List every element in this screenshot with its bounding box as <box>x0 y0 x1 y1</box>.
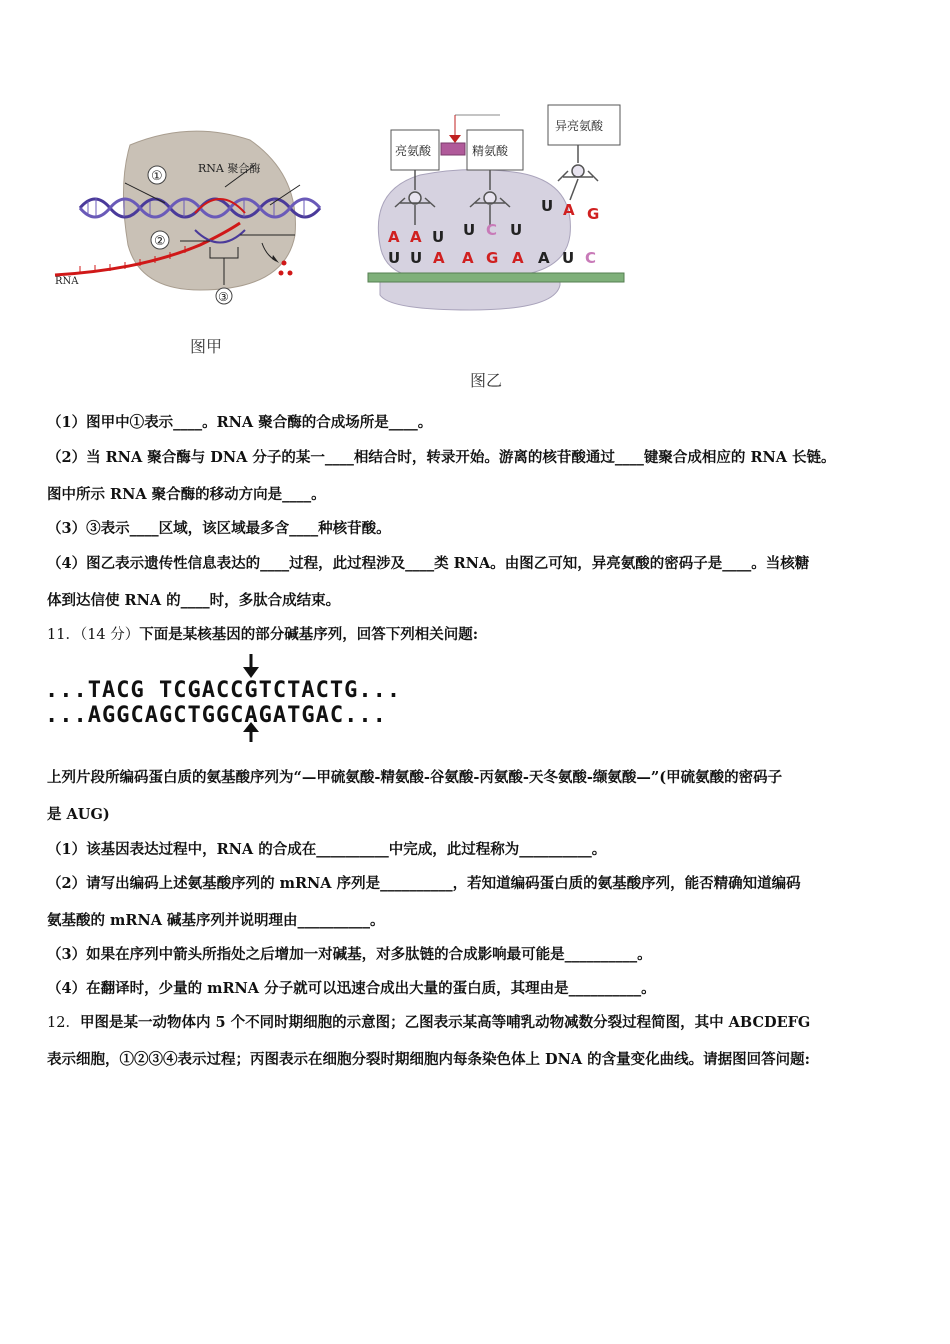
mrna-base-5: G <box>486 249 499 267</box>
dna-top-strand: ...TACG TCGACCGTCTACTG... <box>45 678 402 703</box>
arrow-down-icon <box>243 654 259 678</box>
q12-number: 12． <box>47 1015 80 1031</box>
anticodon-3-c: G <box>587 205 600 223</box>
jia-rna-label: RNA <box>55 276 79 287</box>
yi-aa-arginine: 精氨酸 <box>472 144 509 158</box>
q11-part4: （4）在翻译时，少量的 mRNA 分子就可以迅速合成出大量的蛋白质，其理由是__________。 <box>47 980 656 997</box>
caption-jia: 图甲 <box>190 337 223 356</box>
caption-yi: 图乙 <box>470 371 503 390</box>
figure-jia <box>55 131 320 304</box>
q11-part3: （3）如果在序列中箭头所指处之后增加一对碱基，对多肽链的合成影响最可能是__________。 <box>47 946 652 963</box>
q11-part2a: （2）请写出编码上述氨基酸序列的 mRNA 序列是__________，若知道编码蛋白质的氨基酸序列，能否精确知道编码 <box>47 875 801 892</box>
mrna-base-3: A <box>433 249 445 267</box>
anticodon-1-b: A <box>410 228 422 246</box>
mrna-base-8: U <box>562 249 575 267</box>
anticodon-2-c: U <box>510 221 523 239</box>
q10-part4b: 体到达信使 RNA 的____时，多肽合成结束。 <box>47 592 341 609</box>
q12-stem-a: 甲图是某一动物体内 5 个不同时期细胞的示意图；乙图表示某高等哺乳动物减数分裂过程简图，其中 ABCDEFG <box>79 1014 811 1031</box>
mrna-base-4: A <box>462 249 474 267</box>
anticodon-2-a: U <box>463 221 476 239</box>
q10-part2b: 图中所示 RNA 聚合酶的移动方向是____。 <box>47 486 326 503</box>
q11-stem: 下面是某核基因的部分碱基序列，回答下列相关问题: <box>139 626 479 643</box>
mrna-base-2: U <box>410 249 423 267</box>
yi-aa-isoleucine: 异亮氨酸 <box>555 119 604 133</box>
mrna-base-1: U <box>388 249 401 267</box>
anticodon-1-c: U <box>432 228 445 246</box>
mrna-base-6: A <box>512 249 524 267</box>
q10-part4a: （4）图乙表示遗传性信息表达的____过程，此过程涉及____类 RNA。由图乙可知，异亮氨酸的密码子是____。当核糖 <box>47 555 810 572</box>
jia-label-1: ① <box>151 169 163 184</box>
yi-mrna <box>388 249 596 267</box>
q10-part1: （1）图甲中①表示____。RNA 聚合酶的合成场所是____。 <box>47 414 433 431</box>
jia-label-2: ② <box>154 234 166 249</box>
figure-area <box>0 95 950 395</box>
q11-part2b: 氨基酸的 mRNA 碱基序列并说明理由__________。 <box>47 912 385 929</box>
figure-jia-yi-svg <box>0 95 950 395</box>
mrna-base-7: A <box>538 249 550 267</box>
q12-line1 <box>47 1011 810 1032</box>
jia-enzyme-label: RNA 聚合酶 <box>198 162 261 175</box>
q10-part3: （3）③表示____区域，该区域最多含____种核苷酸。 <box>47 520 391 537</box>
anticodon-2-b: C <box>486 221 498 239</box>
q11-number: 11．（14 分） <box>47 627 140 643</box>
yi-aa-leucine: 亮氨酸 <box>395 144 432 158</box>
q11-intro-b: 是 AUG) <box>47 806 110 823</box>
q11-header <box>47 623 478 644</box>
anticodon-3-b: A <box>563 201 575 219</box>
anticodon-3-a: U <box>541 197 554 215</box>
q11-part1: （1）该基因表达过程中，RNA 的合成在__________中完成，此过程称为__________。 <box>47 841 607 858</box>
q12-stem-b: 表示细胞，①②③④表示过程；丙图表示在细胞分裂时期细胞内每条染色体上 DNA 的含量变化曲线。请据图回答问题: <box>47 1051 811 1068</box>
dna-sequence-block <box>45 650 605 750</box>
jia-label-3: ③ <box>218 290 229 304</box>
anticodon-1-a: A <box>388 228 400 246</box>
dna-bottom-strand: ...AGGCAGCTGGCAGATGAC... <box>45 703 387 728</box>
mrna-base-9: C <box>585 249 597 267</box>
q11-intro-a: 上列片段所编码蛋白质的氨基酸序列为“—甲硫氨酸-精氨酸-谷氨酸-丙氨酸-天冬氨酸-缬氨酸—”(甲硫氨酸的密码子 <box>47 769 783 786</box>
figure-yi <box>368 105 624 310</box>
q10-part2a: （2）当 RNA 聚合酶与 DNA 分子的某一____相结合时，转录开始。游离的核苷酸通过____键聚合成相应的 RNA 长链。 <box>47 449 836 466</box>
